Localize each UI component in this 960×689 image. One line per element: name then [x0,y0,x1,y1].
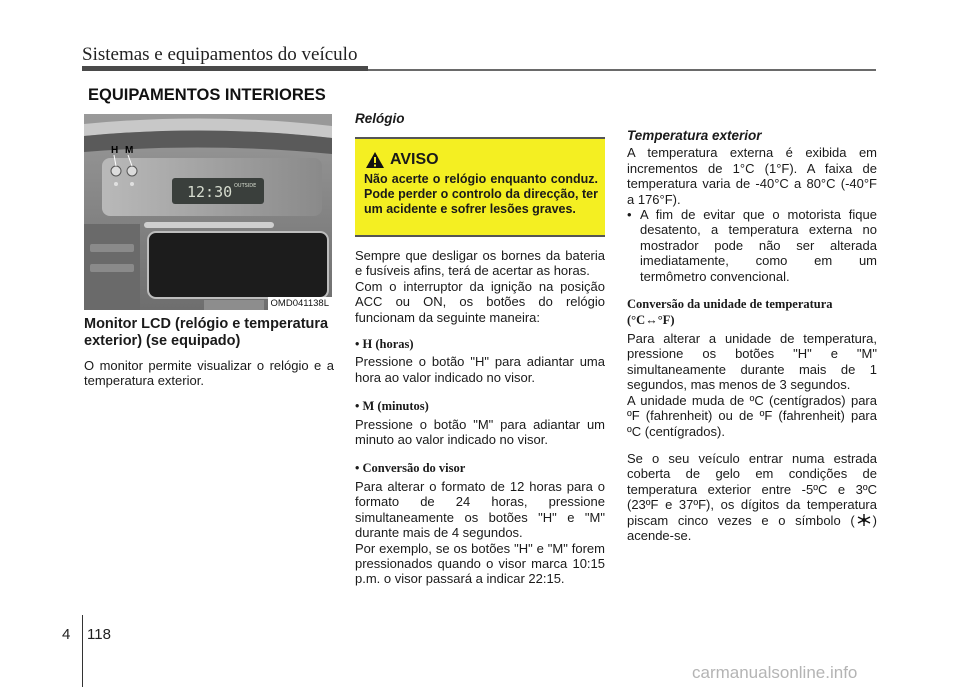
ice-warning-text [627,451,877,543]
h-text: Pressione o botão "H" para adiantar uma hora ao valor indicado no visor. [355,354,605,385]
page-number [62,626,111,643]
snowflake-icon [856,513,872,527]
temperature-heading: Temperatura exterior [627,128,762,143]
conversion-text-2: Por exemplo, se os botões "H" e "M" forem pressionados quando o visor marca 10:15 p.m. o visor passará a indicar 22:15. [355,540,605,587]
warning-icon [365,151,385,169]
temperature-bullet [627,207,877,284]
chapter-title: Sistemas e equipamentos do veículo [82,44,358,65]
watermark: carmanualsonline.info [692,663,858,682]
chapter-number: 4 [62,626,71,643]
header-rule-thin [368,69,876,71]
clock-heading: Relógio [355,111,405,126]
conversion-unit-p1: Para alterar a unidade de temperatura, pressione os botões "H" e "M" simultaneamente durante mais de 1 segundos, mas menos de 3 segundos. [627,331,877,393]
m-text: Pressione o botão "M" para adiantar um minuto ao valor indicado no visor. [355,416,605,448]
m-heading: • M (minutos) [355,399,429,414]
m-callout: M [125,145,134,156]
column-middle [355,248,605,587]
ice-text-2: ) acende-se. [627,512,877,543]
page-number-value: 118 [87,626,111,643]
conversion-heading: • Conversão do visor [355,461,466,476]
warning-title: AVISO [390,151,439,168]
h-callout: H [111,145,119,156]
temperature-p1: A temperatura externa é exibida em incrementos de 1°C (1°F). A faixa de temperatura varia de -40°C a 80°C (-40°F a 176°F). [627,145,877,207]
h-heading: • H (horas) [355,337,414,352]
monitor-title: Monitor LCD (relógio e temperatura exterior) (se equipado) [84,316,329,349]
photo-caption: OMD041138L [268,297,332,310]
dashboard-illustration [84,114,332,310]
monitor-text: O monitor permite visualizar o relógio e a temperatura exterior. [84,358,334,389]
column-left [84,316,334,389]
clock-p2: Com o interruptor da ignição na posição ACC ou ON, os botões do relógio funcionam da seguinte maneira: [355,278,605,325]
conversion-text-1: Para alterar o formato de 12 horas para o formato de 24 horas, pressione simultaneamente os botões "H" e "M" durante mais de 4 segundos. [355,478,605,541]
dashboard-photo [84,114,332,310]
column-right [627,128,877,543]
clock-p1: Sempre que desligar os bornes da bateria e fusíveis afins, terá de acertar as horas. [355,248,605,279]
conversion-unit-p2: A unidade muda de ºC (centígrados) para ºF (fahrenheit) ou de ºF (fahrenheit) para ºC (centígrados). [627,392,877,439]
conversion-unit-heading: Conversão da unidade de temperatura (°C↔°F) [627,297,833,328]
bullet-mark: • [627,207,632,223]
warning-text: Não acerte o relógio enquanto conduz. Pode perder o controlo da direcção, ter um acidente e sofrer lesões graves. [364,172,598,217]
warning-box [355,137,605,237]
clock-display: 12:30 [187,183,233,201]
outside-label: OUTSIDE [234,183,257,189]
temperature-bullet-text: A fim de evitar que o motorista fique desatento, a temperatura externa no mostrador pode não ser alterada imediatamente, como em um termômetro convencional. [640,207,877,284]
m-button-icon [127,166,137,176]
ice-text-1: Se o seu veículo entrar numa estrada coberta de gelo em condições de temperatura exterior entre -5ºC e 3ºC (23ºF e 37ºF), os dígitos da temperatura piscam cinco vezes e o símbolo ( [627,450,877,528]
h-button-icon [111,166,121,176]
header-rule-thick [82,66,368,71]
section-title: EQUIPAMENTOS INTERIORES [88,86,326,104]
footer-divider [82,615,83,687]
